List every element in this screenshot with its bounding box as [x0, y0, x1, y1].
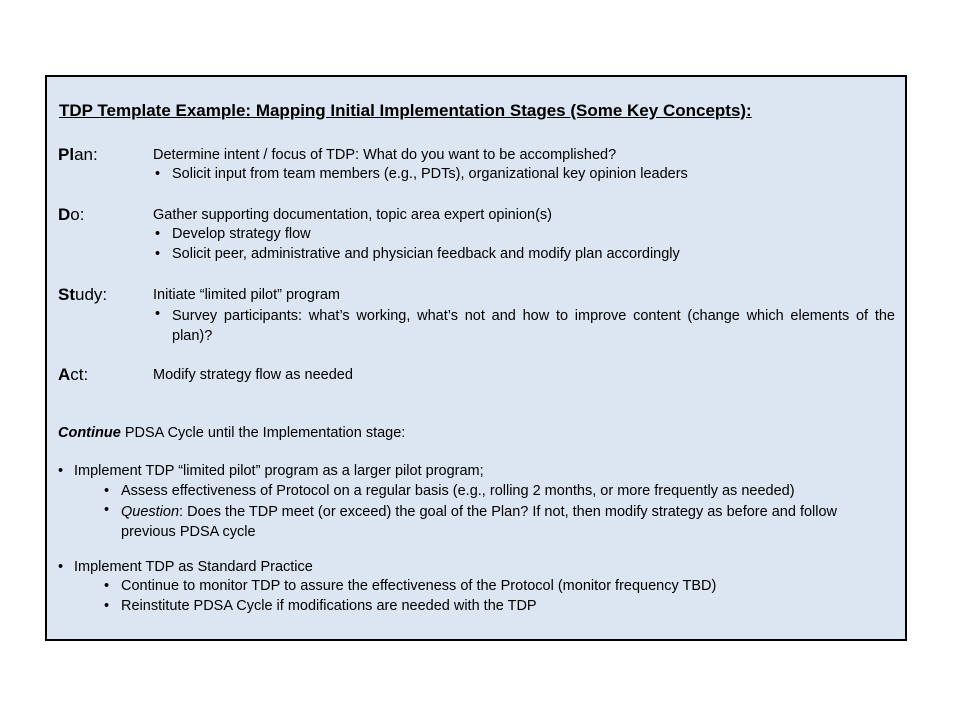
do-label: Do: — [58, 205, 85, 224]
implement-standard-item: • Implement TDP as Standard Practice — [58, 559, 313, 575]
plan-description: Determine intent / focus of TDP: What do you want to be accomplished? — [153, 147, 617, 163]
act-description: Modify strategy flow as needed — [153, 367, 353, 383]
slide-title: TDP Template Example: Mapping Initial Implementation Stages (Some Key Concepts): — [59, 101, 752, 120]
implement-pilot-subitem: • Assess effectiveness of Protocol on a regular basis (e.g., rolling 2 months, or more frequently as needed) — [104, 483, 795, 499]
plan-bullet: • Solicit input from team members (e.g., PDTs), organizational key opinion leaders — [155, 166, 688, 182]
implement-standard-subitem: • Reinstitute PDSA Cycle if modifications are needed with the TDP — [104, 598, 537, 614]
do-bullet: • Solicit peer, administrative and physician feedback and modify plan accordingly — [155, 246, 680, 262]
study-bullet: • Survey participants: what’s working, what’s not and how to improve content (change which elements of the plan)? — [155, 306, 895, 344]
content-panel — [45, 75, 907, 641]
implement-standard-subitem: • Continue to monitor TDP to assure the effectiveness of the Protocol (monitor frequency TBD) — [104, 578, 717, 594]
act-label: Act: — [58, 365, 89, 384]
do-bullet: • Develop strategy flow — [155, 226, 311, 242]
study-label: Study: — [58, 285, 108, 304]
implement-pilot-subitem: • Question: Does the TDP meet (or exceed) the goal of the Plan? If not, then modify strategy as before and follow previous PDSA cycle — [104, 502, 838, 540]
study-description: Initiate “limited pilot” program — [153, 287, 340, 303]
implement-pilot-item: • Implement TDP “limited pilot” program as a larger pilot program; — [58, 463, 484, 479]
do-description: Gather supporting documentation, topic area expert opinion(s) — [153, 207, 552, 223]
continue-line: Continue PDSA Cycle until the Implementation stage: — [58, 425, 406, 441]
plan-label: Plan: — [58, 145, 98, 164]
